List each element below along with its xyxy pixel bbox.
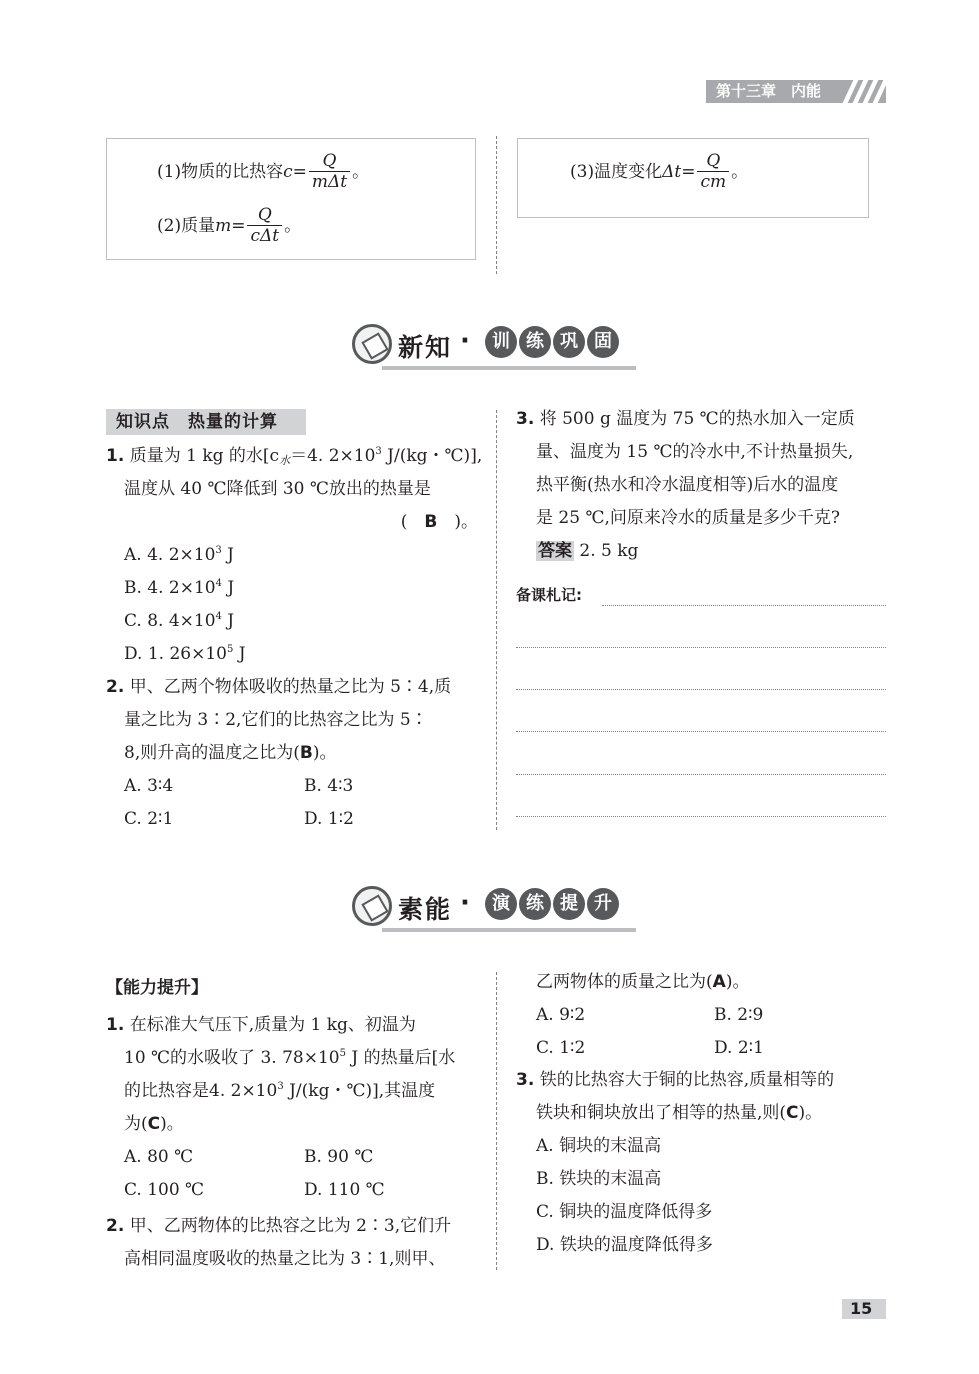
text: )。 <box>160 1114 184 1134</box>
options-row <box>516 1032 896 1065</box>
text: J <box>221 611 235 631</box>
question-line: 量之比为 3∶2,它们的比热容之比为 5∶ <box>124 710 428 730</box>
text: J 的热量后[水 <box>345 1048 456 1068</box>
formula-eq: = <box>231 215 246 236</box>
formula-fraction <box>697 151 729 192</box>
text: 铁的比热容大于铜的比热容,质量相等的 <box>534 1070 835 1090</box>
superscript: 3 <box>375 446 382 457</box>
notes-line <box>602 605 886 606</box>
banner-circle-char: 练 <box>519 888 551 920</box>
answer-tag: 答案 <box>538 541 572 561</box>
question-number: 2. <box>106 1216 125 1236</box>
fraction-denominator: mΔt <box>309 171 350 192</box>
text: )。 <box>437 512 478 532</box>
text: J <box>221 545 234 565</box>
text: 的比热容是4. 2×10 <box>124 1081 278 1101</box>
superscript: 5 <box>339 1048 346 1059</box>
option-d: D. 2∶1 <box>714 1038 764 1058</box>
banner-circle-char: 训 <box>485 326 517 358</box>
s1-question-1 <box>106 440 486 671</box>
formula-box-right <box>517 138 869 218</box>
knowledge-point-heading: 知识点 热量的计算 <box>106 409 306 435</box>
notes-line <box>516 689 886 690</box>
fraction-numerator: Q <box>257 205 272 225</box>
text: 甲、乙两个物体吸收的热量之比为 5∶4,质 <box>124 677 452 697</box>
question-line: 量、温度为 15 ℃的冷水中,不计热量损失, <box>536 442 854 462</box>
notes-label: 备课札记: <box>516 586 582 604</box>
text: 质量为 1 kg 的水[c <box>124 446 280 466</box>
options-row <box>516 999 896 1032</box>
text: 8,则升高的温度之比为( <box>124 743 300 763</box>
option-d: D. 1∶2 <box>304 809 354 829</box>
banner-dot: · <box>460 888 470 918</box>
options-row <box>106 803 486 836</box>
answer-choice: C <box>147 1114 161 1134</box>
option-a: A. 3∶4 <box>124 776 174 796</box>
column-divider <box>496 410 497 830</box>
formula-eq: = <box>681 161 696 182</box>
option-c: C. 100 ℃ <box>124 1180 205 1200</box>
text: J <box>222 578 235 598</box>
text: J/(kg・℃)],其温度 <box>283 1081 436 1101</box>
formula-label: (1)物质的比热容 <box>157 161 284 182</box>
text: 10 ℃的水吸收了 3. 78×10 <box>124 1048 340 1068</box>
banner-title: 新知 <box>398 333 453 362</box>
text: 铁块和铜块放出了相等的热量,则( <box>536 1103 787 1123</box>
text: ＝4. 2×10 <box>290 446 376 466</box>
question-line <box>516 403 896 436</box>
s2-question-1 <box>106 1009 486 1207</box>
text: J <box>233 644 246 664</box>
text: ( <box>400 512 425 532</box>
banner-underline <box>382 928 636 932</box>
question-line <box>106 1009 486 1042</box>
text: A. 4. 2×10 <box>124 545 216 565</box>
formula-period: 。 <box>352 161 370 182</box>
text: )。 <box>798 1103 823 1123</box>
fraction-numerator: Q <box>322 151 337 171</box>
text: B. 4. 2×10 <box>124 578 216 598</box>
answer-line <box>516 535 896 568</box>
text: 将 500 g 温度为 75 ℃的热水加入一定质 <box>534 409 855 429</box>
superscript: 3 <box>277 1081 284 1092</box>
options-row <box>106 770 486 803</box>
banner-circles <box>485 326 621 358</box>
s2-question-2 <box>106 1210 486 1276</box>
option-d: D. 铁块的温度降低得多 <box>536 1235 713 1255</box>
option-d: D. 110 ℃ <box>304 1180 385 1200</box>
question-line <box>516 1097 896 1130</box>
options-row <box>106 1141 486 1174</box>
formula-fraction <box>309 151 350 192</box>
banner-circle-char: 固 <box>587 326 619 358</box>
formula-specific-heat <box>157 151 369 192</box>
option-c: C. 2∶1 <box>124 809 174 829</box>
question-line <box>106 1075 486 1108</box>
option-b: B. 4∶3 <box>304 776 354 796</box>
option-a: A. 铜块的末温高 <box>536 1136 662 1156</box>
question-line <box>106 1108 486 1141</box>
pencil-book-icon <box>352 324 392 364</box>
banner-circle-char: 巩 <box>553 326 585 358</box>
chapter-title: 第十三章 内能 <box>716 82 822 100</box>
question-number: 1. <box>106 446 125 466</box>
banner-circle-char: 演 <box>485 888 517 920</box>
formula-mass <box>157 205 301 246</box>
question-line <box>106 1042 486 1075</box>
question-line: 高相同温度吸收的热量之比为 3∶1,则甲、 <box>124 1249 446 1269</box>
option-c: C. 铜块的温度降低得多 <box>536 1202 713 1222</box>
page-number: 15 <box>842 1299 886 1319</box>
banner-dot: · <box>460 326 470 356</box>
question-number: 1. <box>106 1015 125 1035</box>
text: C. 8. 4×10 <box>124 611 216 631</box>
text: 在标准大气压下,质量为 1 kg、初温为 <box>124 1015 416 1035</box>
question-line <box>106 440 486 473</box>
section-banner-ability <box>352 884 652 934</box>
formula-period: 。 <box>284 215 302 236</box>
formula-box-left <box>106 138 476 260</box>
question-number: 2. <box>106 677 125 697</box>
question-line <box>516 966 896 999</box>
section-banner-new-knowledge <box>352 322 652 372</box>
banner-title: 素能 <box>398 895 453 924</box>
options-row <box>106 1174 486 1207</box>
text: J/(kg・℃)], <box>381 446 483 466</box>
fraction-numerator: Q <box>706 151 721 171</box>
formula-lhs: Δt <box>662 161 682 182</box>
option-b: B. 2∶9 <box>714 1005 764 1025</box>
question-number: 3. <box>516 1070 535 1090</box>
formula-lhs: c <box>283 161 293 182</box>
option-b: B. 90 ℃ <box>304 1147 374 1167</box>
superscript: 4 <box>215 611 222 622</box>
banner-circle-char: 练 <box>519 326 551 358</box>
question-line <box>516 1064 896 1097</box>
superscript: 5 <box>226 644 234 655</box>
formula-fraction <box>247 205 282 246</box>
formula-period: 。 <box>731 161 749 182</box>
subscript: 水 <box>279 454 291 467</box>
banner-underline <box>382 366 636 370</box>
column-divider <box>496 136 497 274</box>
option-b <box>106 572 486 605</box>
answer-choice: C <box>786 1103 799 1123</box>
s2-question-2-continued <box>516 966 896 1065</box>
banner-circle-char: 升 <box>587 888 619 920</box>
chapter-tab <box>706 80 886 103</box>
column-divider <box>496 972 497 1270</box>
text: D. 1. 26×10 <box>124 644 227 664</box>
superscript: 3 <box>215 545 222 556</box>
banner-circles <box>485 888 621 920</box>
question-line <box>106 1210 486 1243</box>
formula-label: (3)温度变化 <box>570 161 663 182</box>
question-line <box>106 737 486 770</box>
s1-question-2 <box>106 671 486 836</box>
option-c <box>106 605 486 638</box>
notes-line <box>516 731 886 732</box>
option-a: A. 80 ℃ <box>124 1147 194 1167</box>
text: 为( <box>124 1114 148 1134</box>
notes-line <box>516 774 886 775</box>
pencil-book-icon <box>352 886 392 926</box>
text: )。 <box>312 743 337 763</box>
text: 甲、乙两物体的比热容之比为 2∶3,它们升 <box>124 1216 452 1236</box>
answer-choice: A <box>712 972 726 992</box>
formula-label: (2)质量 <box>157 215 216 236</box>
formula-eq: = <box>292 161 307 182</box>
question-line: 温度从 40 ℃降低到 30 ℃放出的热量是 <box>124 479 431 499</box>
option-a: A. 9∶2 <box>536 1005 586 1025</box>
answer-choice: B <box>299 743 313 763</box>
question-line: 热平衡(热水和冷水温度相等)后水的温度 <box>536 475 839 495</box>
s1-question-3 <box>516 403 896 568</box>
ability-heading: 【能力提升】 <box>106 978 208 998</box>
s2-question-3 <box>516 1064 896 1262</box>
option-c: C. 1∶2 <box>536 1038 586 1058</box>
notes-line <box>516 647 886 648</box>
question-line: 是 25 ℃,问原来冷水的质量是多少千克? <box>536 508 840 528</box>
stripe-decoration <box>842 80 886 103</box>
option-d <box>106 638 486 671</box>
text: 乙两物体的质量之比为( <box>536 972 713 992</box>
answer-choice: B <box>424 512 438 532</box>
banner-circle-char: 提 <box>553 888 585 920</box>
formula-lhs: m <box>215 215 232 236</box>
answer-value: 2. 5 kg <box>574 541 639 561</box>
option-a <box>106 539 486 572</box>
fraction-denominator: cΔt <box>247 225 282 246</box>
text: )。 <box>725 972 750 992</box>
formula-temperature-change <box>570 151 748 192</box>
option-b: B. 铁块的末温高 <box>536 1169 662 1189</box>
notes-line <box>516 816 886 817</box>
answer-line <box>106 506 486 539</box>
fraction-denominator: cm <box>697 171 729 192</box>
question-line <box>106 671 486 704</box>
superscript: 4 <box>215 578 222 589</box>
question-number: 3. <box>516 409 535 429</box>
